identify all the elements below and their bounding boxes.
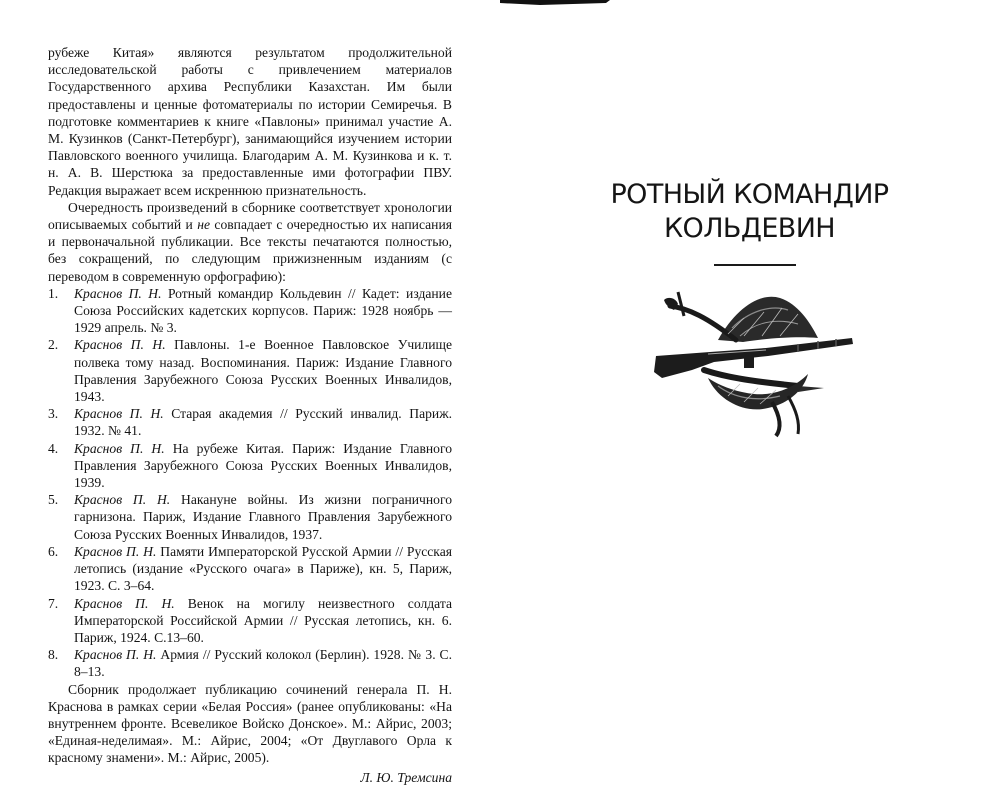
reference-text: Накануне войны. Из жизни пограничного гарнизона. Париж, Издание Главного Правления Зарубежного Союза Русских Военных Инвалидов, 1937.	[74, 492, 452, 542]
reference-author: Краснов П. Н.	[74, 543, 157, 559]
reference-text: Венок на могилу неизвестного солдата Императорской Российской Армии // Русская летопись, кн. 6. Париж, 1924. С.13–60.	[74, 595, 452, 645]
reference-text: Старая академия // Русский инвалид. Париж. 1932. № 41.	[74, 406, 452, 439]
reference-list	[48, 285, 452, 681]
reference-text: Памяти Императорской Русской Армии // Русская летопись (издание «Русского очага» в Париже), кн. 5, Париж, 1923. С. 3–64.	[74, 543, 452, 594]
left-page	[48, 44, 452, 786]
reference-item	[48, 491, 452, 543]
reference-text: Ротный командир Кольдевин // Кадет: издание Союза Российских кадетских корпусов. Париж: 1928 ноябрь — 1929 апрель. № 3.	[74, 285, 452, 336]
reference-author: Краснов П. Н.	[74, 285, 162, 301]
reference-text: На рубеже Китая. Париж: Издание Главного Правления Зарубежного Союза Русских Военных Инвалидов, 1939.	[74, 440, 452, 491]
reference-item	[48, 646, 452, 680]
reference-item	[48, 336, 452, 405]
intro-paragraph: рубеже Китая» являются результатом продолжительной исследовательской работы с привлечением материалов Государственного архива Республики Казахстан. Им были предоставлены и ценные фотоматериалы по истории Семиречья. В подготовке комментариев к книге «Павлоны» принимал участие А. М. Кузинков (Санкт-Петербург), занимающийся изучением истории Павловского военного училища. Благодарим А. М. Кузинкова и к. т. н. А. В. Шерстюка за предоставленные ими фотографии ПВУ. Редакция выражает всем искреннюю признательность.	[48, 45, 452, 198]
reference-author: Краснов П. Н.	[74, 595, 175, 611]
reference-number: 5.	[48, 492, 59, 508]
order-text-start: Очередность произведений в сборнике соответствует хронологии описываемых событий и	[48, 199, 452, 233]
order-text-end: совпадает с очередностью их написания и первоначальной публикации. Все тексты печатаются полностью, без сокращений, по следующим прижизненным изданиям (с переводом в современную орфографию):	[48, 217, 452, 284]
reference-item	[48, 440, 452, 492]
reference-item	[48, 595, 452, 647]
reference-number: 7.	[48, 595, 59, 611]
reference-number: 2.	[48, 337, 59, 353]
reference-number: 4.	[48, 440, 59, 456]
weapons-vignette-illustration	[648, 278, 858, 438]
reference-number: 1.	[48, 285, 59, 301]
reference-item	[48, 285, 452, 337]
reference-author: Краснов П. Н.	[74, 337, 166, 353]
order-emphasis: не	[197, 217, 211, 233]
right-page	[500, 0, 999, 800]
reference-number: 3.	[48, 406, 59, 422]
reference-author: Краснов П. Н.	[74, 406, 164, 422]
reference-text: Павлоны. 1-е Военное Павловское Училище полвека тому назад. Воспоминания. Париж: Издание Главного Правления Зарубежного Союза Русских Военных Инвалидов, 1943.	[74, 337, 452, 405]
chapter-title-line-1: РОТНЫЙ КОМАНДИР	[610, 179, 889, 210]
chapter-title	[500, 178, 999, 246]
order-paragraph	[48, 199, 452, 285]
reference-number: 6.	[48, 543, 59, 559]
reference-author: Краснов П. Н.	[74, 492, 171, 508]
reference-number: 8.	[48, 647, 59, 663]
scan-edge-mark	[500, 0, 610, 7]
reference-text: Армия // Русский колокол (Берлин). 1928. № 3. С. 8–13.	[74, 647, 453, 680]
series-paragraph: Сборник продолжает публикацию сочинений генерала П. Н. Краснова в рамках серии «Белая Россия» (ранее опубликованы: «На внутреннем фронте. Всевеликое Войско Донское». М.: Айрис, 2003; «Единая-неделимая». М.: Айрис, 2004; «От Двуглавого Орла к красному знамени». М.: Айрис, 2005).	[48, 681, 452, 766]
reference-item	[48, 543, 452, 595]
reference-author: Краснов П. Н.	[74, 647, 157, 663]
title-divider	[714, 264, 796, 266]
reference-author: Краснов П. Н.	[74, 440, 165, 456]
reference-item	[48, 405, 452, 439]
author-signature: Л. Ю. Тремсина	[360, 769, 452, 785]
chapter-title-line-2: КОЛЬДЕВИН	[663, 213, 836, 244]
